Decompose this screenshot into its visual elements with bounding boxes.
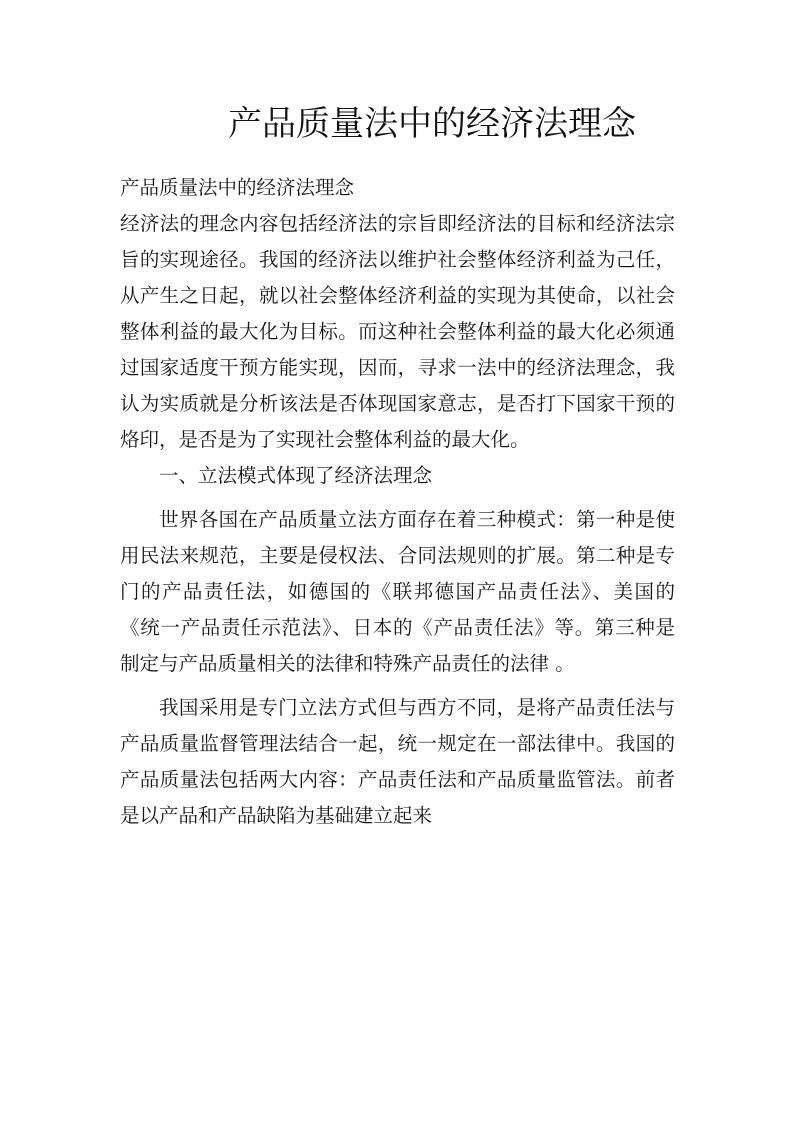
body-paragraph: 世界各国在产品质量立法方面存在着三种模式：第一种是使用民法来规范，主要是侵权法、合同法规则的扩展。第二种是专门的产品责任法，如德国的《联邦德国产品责任法》、美国的《统一产品责任示范法》、日本的《产品责任法》等。第三种是制定与产品质量相关的法律和特殊产品责任的法律 。 [120, 508, 675, 675]
body-paragraph: 我国采用是专门立法方式但与西方不同，是将产品责任法与产品质量监督管理法结合一起，统一规定在一部法律中。我国的产品质量法包括两大内容：产品责任法和产品质量监管法。前者是以产品和产品缺陷为基础建立起来 [120, 696, 675, 827]
section-heading: 一、立法模式体现了经济法理念 [159, 464, 433, 487]
document-body [120, 170, 675, 834]
document-title: 产品质量法中的经济法理念 [228, 104, 636, 144]
intro-paragraph: 经济法的理念内容包括经济法的宗旨即经济法的目标和经济法宗旨的实现途径。我国的经济法以维护社会整体经济利益为己任，从产生之日起，就以社会整体经济利益的实现为其使命，以社会整体利益的最大化为目标。而这种社会整体利益的最大化必须通过国家适度干预方能实现，因而，寻求一法中的经济法理念，我认为实质就是分析该法是否体现国家意志，是否打下国家干预的烙印，是否是为了实现社会整体利益的最大化。 [120, 212, 675, 451]
subtitle-paragraph: 产品质量法中的经济法理念 [120, 176, 355, 199]
